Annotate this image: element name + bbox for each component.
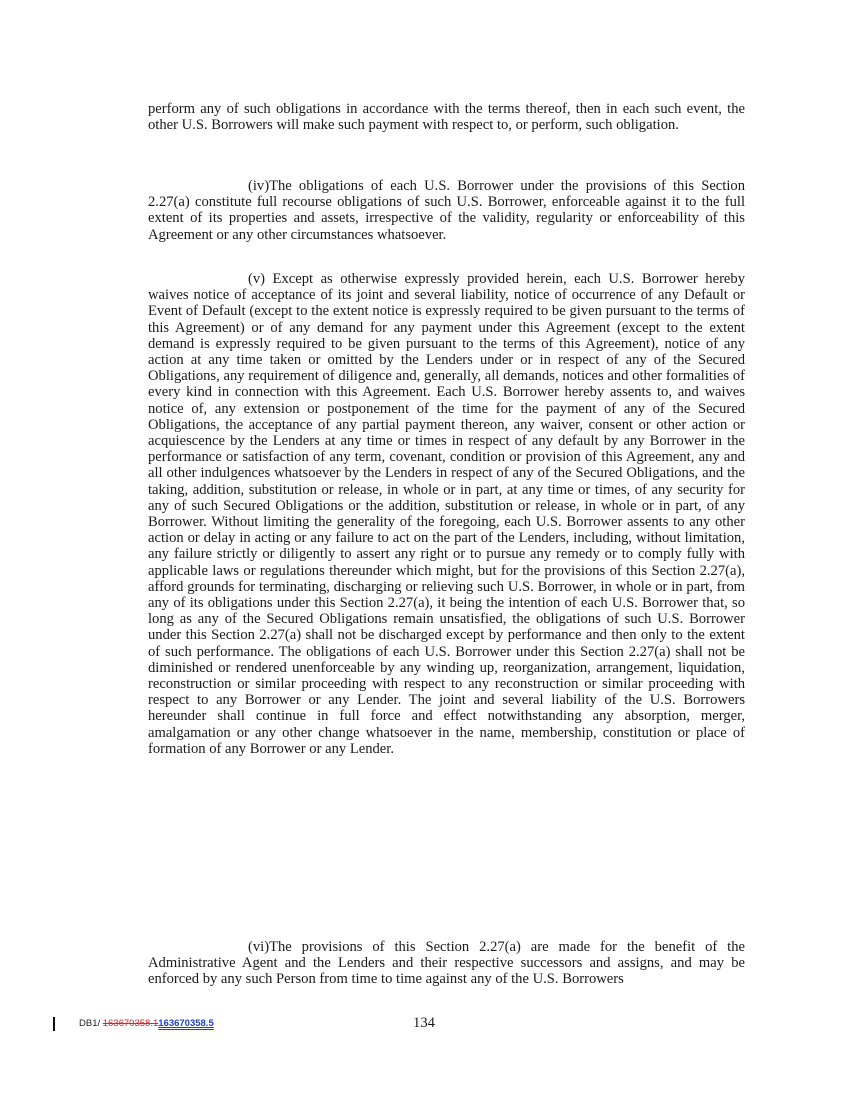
document-id-deleted: 163670358.1 xyxy=(102,1018,159,1029)
document-id-footer xyxy=(79,1018,214,1030)
paragraph-clause-iv: (iv)The obligations of each U.S. Borrower under the provisions of this Section 2.27(a) constitute full recourse obligations of such U.S. Borrower, enforceable against it to the full extent of its properties and assets, irrespective of the validity, regularity or enforceability of this Agreement or any other circumstances whatsoever. xyxy=(148,178,745,243)
document-id-prefix: DB1/ xyxy=(79,1018,103,1029)
change-bar xyxy=(53,1017,55,1031)
document-id-inserted: 163670358.5 xyxy=(158,1018,214,1029)
page-number: 134 xyxy=(413,1015,435,1031)
paragraph-continuation: perform any of such obligations in accordance with the terms thereof, then in each such event, the other U.S. Borrowers will make such payment with respect to, or perform, such obligation. xyxy=(148,101,745,134)
paragraph-clause-v: (v) Except as otherwise expressly provided herein, each U.S. Borrower hereby waives notice of acceptance of its joint and several liability, notice of occurrence of any Default or Event of Default (except to the extent notice is expressly required to be given pursuant to the terms of this Agreement) or of any demand for any payment under this Agreement (except to the extent demand is expressly required to be given pursuant to the terms of this Agreement), notice of any action at any time taken or omitted by the Lenders under or in respect of any of the Secured Obligations, any requirement of diligence and, generally, all demands, notices and other formalities of every kind in connection with this Agreement. Each U.S. Borrower hereby assents to, and waives notice of, any extension or postponement of the time for the payment of any of the Secured Obligations, the acceptance of any partial payment thereon, any waiver, consent or other action or acquiescence by the Lenders at any time or times in respect of any default by any Borrower in the performance or satisfaction of any term, covenant, condition or provision of this Agreement, any and all other indulgences whatsoever by the Lenders in respect of any of the Secured Obligations, and the taking, addition, substitution or release, in whole or in part, at any time or times, of any security for any of such Secured Obligations or the addition, substitution or release, in whole or in part, of any Borrower. Without limiting the generality of the foregoing, each U.S. Borrower assents to any other action or delay in acting or any failure to act on the part of the Lenders, including, without limitation, any failure strictly or diligently to assert any right or to pursue any remedy or to comply fully with applicable laws or regulations thereunder which might, but for the provisions of this Section 2.27(a), afford grounds for terminating, discharging or relieving such U.S. Borrower, in whole or in part, from any of its obligations under this Section 2.27(a), it being the intention of each U.S. Borrower that, so long as any of the Secured Obligations remain unsatisfied, the obligations of such U.S. Borrower under this Section 2.27(a) shall not be discharged except by performance and then only to the extent of such performance. The obligations of each U.S. Borrower under this Section 2.27(a) shall not be diminished or rendered unenforceable by any winding up, reorganization, arrangement, liquidation, reconstruction or similar proceeding with respect to any reconstruction or similar proceeding with respect to any Borrower or any Lender. The joint and several liability of the U.S. Borrowers hereunder shall continue in full force and effect notwithstanding any absorption, merger, amalgamation or any other change whatsoever in the name, membership, constitution or place of formation of any Borrower or any Lender. xyxy=(148,271,745,757)
paragraph-clause-vi: (vi)The provisions of this Section 2.27(a) are made for the benefit of the Administrative Agent and the Lenders and their respective successors and assigns, and may be enforced by any such Person from time to time against any of the U.S. Borrowers xyxy=(148,939,745,988)
